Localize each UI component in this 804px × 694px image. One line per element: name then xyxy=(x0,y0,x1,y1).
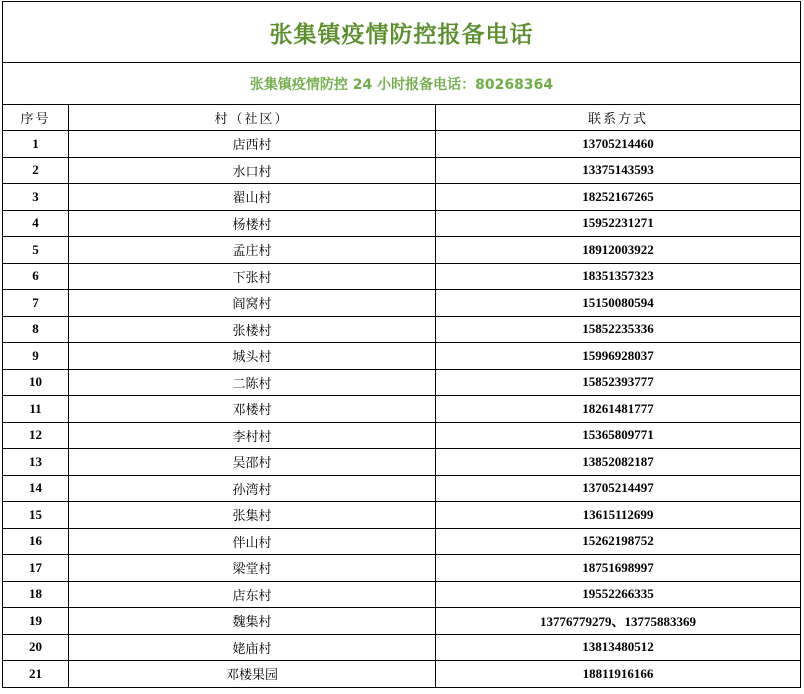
row-index: 7 xyxy=(3,290,69,317)
row-index: 5 xyxy=(3,237,69,264)
table-row xyxy=(3,555,801,582)
row-village-name: 邓楼村 xyxy=(69,396,436,423)
table-row xyxy=(3,661,801,688)
table-row xyxy=(3,608,801,635)
row-index: 20 xyxy=(3,634,69,661)
row-village-name: 店西村 xyxy=(69,131,436,158)
row-index: 1 xyxy=(3,131,69,158)
row-index: 6 xyxy=(3,263,69,290)
column-header-village: 村（社区） xyxy=(69,105,436,131)
row-index: 10 xyxy=(3,369,69,396)
row-contact-phone: 13705214497 xyxy=(436,475,801,502)
row-village-name: 二陈村 xyxy=(69,369,436,396)
row-village-name: 杨楼村 xyxy=(69,210,436,237)
phone-directory-table xyxy=(2,1,801,688)
row-contact-phone: 15996928037 xyxy=(436,343,801,370)
table-row xyxy=(3,343,801,370)
row-contact-phone: 13813480512 xyxy=(436,634,801,661)
row-index: 21 xyxy=(3,661,69,688)
row-village-name: 李村村 xyxy=(69,422,436,449)
row-village-name: 下张村 xyxy=(69,263,436,290)
row-village-name: 张楼村 xyxy=(69,316,436,343)
row-village-name: 姥庙村 xyxy=(69,634,436,661)
row-contact-phone: 18351357323 xyxy=(436,263,801,290)
column-header-index: 序号 xyxy=(3,105,69,131)
row-village-name: 城头村 xyxy=(69,343,436,370)
row-index: 18 xyxy=(3,581,69,608)
row-contact-phone: 15852235336 xyxy=(436,316,801,343)
row-contact-phone: 18912003922 xyxy=(436,237,801,264)
table-row xyxy=(3,131,801,158)
row-village-name: 梁堂村 xyxy=(69,555,436,582)
row-contact-phone: 13852082187 xyxy=(436,449,801,476)
row-index: 17 xyxy=(3,555,69,582)
table-row xyxy=(3,263,801,290)
table-row xyxy=(3,184,801,211)
row-index: 4 xyxy=(3,210,69,237)
row-index: 15 xyxy=(3,502,69,529)
row-contact-phone: 19552266335 xyxy=(436,581,801,608)
table-row xyxy=(3,237,801,264)
row-contact-phone: 18261481777 xyxy=(436,396,801,423)
table-row xyxy=(3,157,801,184)
table-row xyxy=(3,290,801,317)
row-contact-phone: 13375143593 xyxy=(436,157,801,184)
table-row xyxy=(3,396,801,423)
row-contact-phone: 18811916166 xyxy=(436,661,801,688)
row-index: 11 xyxy=(3,396,69,423)
row-village-name: 孙湾村 xyxy=(69,475,436,502)
table-row xyxy=(3,369,801,396)
header-row xyxy=(3,105,801,131)
table-row xyxy=(3,528,801,555)
table-body xyxy=(3,2,801,688)
row-index: 14 xyxy=(3,475,69,502)
row-village-name: 吴邵村 xyxy=(69,449,436,476)
row-index: 12 xyxy=(3,422,69,449)
row-index: 16 xyxy=(3,528,69,555)
table-row xyxy=(3,449,801,476)
row-index: 8 xyxy=(3,316,69,343)
row-index: 13 xyxy=(3,449,69,476)
row-contact-phone: 15365809771 xyxy=(436,422,801,449)
row-contact-phone: 15262198752 xyxy=(436,528,801,555)
table-row xyxy=(3,502,801,529)
column-header-contact: 联系方式 xyxy=(436,105,801,131)
row-village-name: 阎窝村 xyxy=(69,290,436,317)
hotline-subtitle: 张集镇疫情防控 24 小时报备电话：80268364 xyxy=(3,63,801,105)
row-village-name: 魏集村 xyxy=(69,608,436,635)
row-contact-phone: 13776779279、13775883369 xyxy=(436,608,801,635)
row-village-name: 伴山村 xyxy=(69,528,436,555)
title-row xyxy=(3,2,801,63)
row-contact-phone: 13705214460 xyxy=(436,131,801,158)
table-row xyxy=(3,210,801,237)
table-row xyxy=(3,422,801,449)
row-index: 2 xyxy=(3,157,69,184)
table-row xyxy=(3,316,801,343)
row-village-name: 邓楼果园 xyxy=(69,661,436,688)
row-contact-phone: 18252167265 xyxy=(436,184,801,211)
row-contact-phone: 18751698997 xyxy=(436,555,801,582)
row-contact-phone: 15150080594 xyxy=(436,290,801,317)
table-row xyxy=(3,581,801,608)
row-index: 9 xyxy=(3,343,69,370)
row-village-name: 孟庄村 xyxy=(69,237,436,264)
table-row xyxy=(3,475,801,502)
row-index: 19 xyxy=(3,608,69,635)
row-village-name: 水口村 xyxy=(69,157,436,184)
row-contact-phone: 15852393777 xyxy=(436,369,801,396)
page-title: 张集镇疫情防控报备电话 xyxy=(3,2,801,63)
row-village-name: 张集村 xyxy=(69,502,436,529)
row-index: 3 xyxy=(3,184,69,211)
row-contact-phone: 13615112699 xyxy=(436,502,801,529)
row-village-name: 店东村 xyxy=(69,581,436,608)
table-row xyxy=(3,634,801,661)
subtitle-row xyxy=(3,63,801,105)
row-village-name: 翟山村 xyxy=(69,184,436,211)
row-contact-phone: 15952231271 xyxy=(436,210,801,237)
